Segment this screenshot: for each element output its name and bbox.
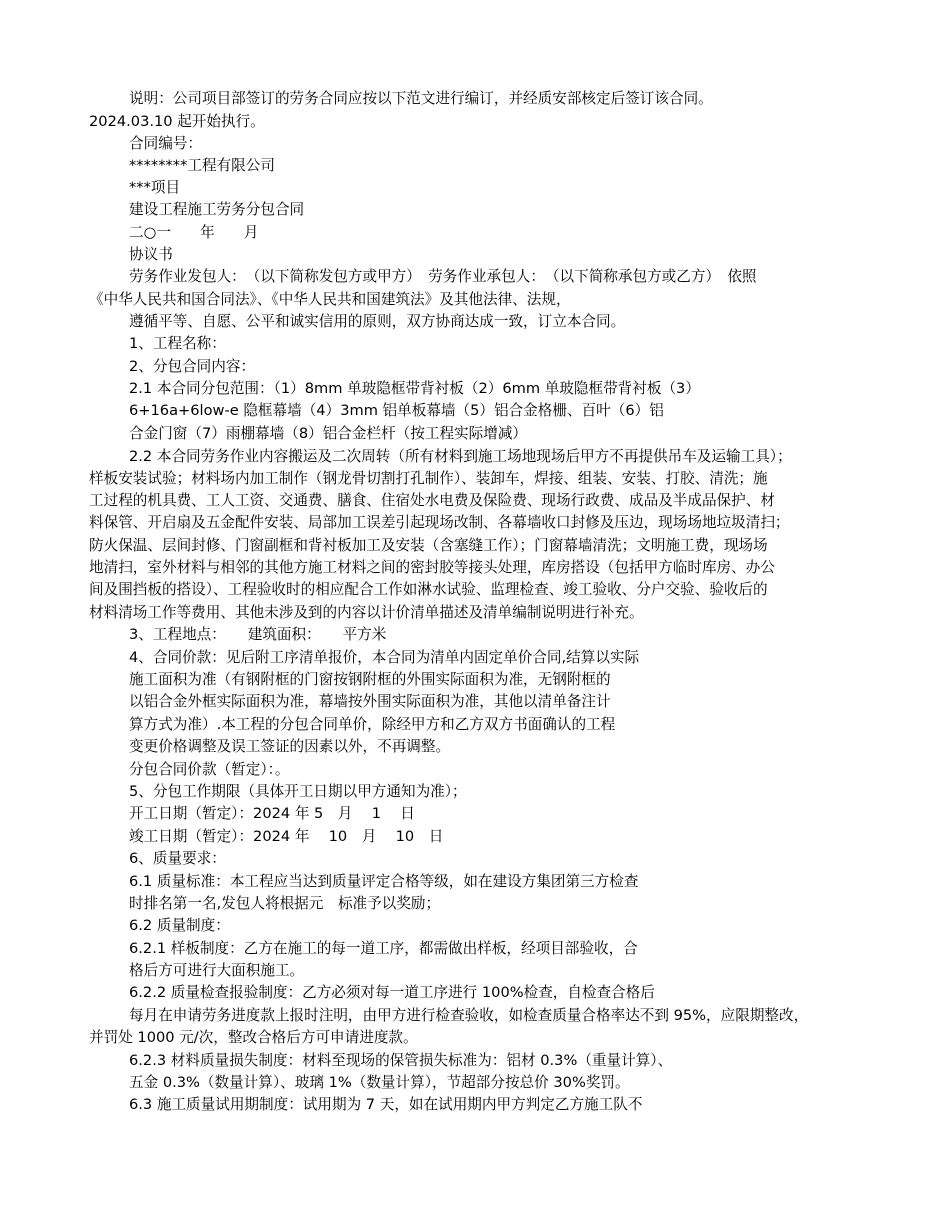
text-line: 五金 0.3%（数量计算）、玻璃 1%（数量计算），节超部分按总价 30%奖罚。 xyxy=(129,1074,630,1091)
text-line: 5、分包工作期限（具体开工日期以甲方通知为准）； xyxy=(129,783,467,800)
text-line: 每月在申请劳务进度款上报时注明，由甲方进行检查验收，如检查质量合格率达不到 95%，应限期整改， xyxy=(129,1007,809,1024)
text-line: 样板安装试验；材料场内加工制作（钢龙骨切割打孔制作）、装卸车，焊接、组装、安装、打胶、清洗；施 xyxy=(89,470,768,487)
text-line: 算方式为准）.本工程的分包合同单价，除经甲方和乙方双方书面确认的工程 xyxy=(129,716,616,733)
text-line: 施工面积为准（有钢附框的门窗按钢附框的外围实际面积为准，无钢附框的 xyxy=(129,671,611,688)
text-line: 分包合同价款（暂定）：。 xyxy=(129,761,290,778)
text-line: 并罚处 1000 元/次，整改合格后方可申请进度款。 xyxy=(89,1029,418,1046)
text-line: 《中华人民共和国合同法》、《中华人民共和国建筑法》及其他法律、法规， xyxy=(89,291,571,308)
text-line: 说明：公司项目部签订的劳务合同应按以下范文进行编订，并经质安部核定后签订该合同。 xyxy=(129,90,713,107)
text-line: 时排名第一名,发包人将根据元 标准予以奖励； xyxy=(129,895,441,912)
text-line: 4、合同价款：见后附工序清单报价，本合同为清单内固定单价合同,结算以实际 xyxy=(129,649,640,666)
text-line: 建设工程施工劳务分包合同 xyxy=(129,201,305,218)
text-line: 材料清场工作等费用、其他未涉及到的内容以计价清单描述及清单编制说明进行补充。 xyxy=(89,604,644,621)
text-line: ********工程有限公司 xyxy=(129,157,275,174)
text-line: 6.2 质量制度： xyxy=(129,917,230,934)
text-line: 2、分包合同内容： xyxy=(129,358,256,375)
text-line: 竣工日期（暂定）：2024 年 10 月 10 日 xyxy=(129,828,444,845)
text-line: 地清扫，室外材料与相邻的其他方施工材料之间的密封胶等接头处理，库房搭设（包括甲方临时库房、办公 xyxy=(89,559,775,576)
text-line: 2.1 本合同分包范围：（1）8mm 单玻隐框带背衬板（2）6mm 单玻隐框带背衬板（3） xyxy=(129,380,700,397)
text-line: 开工日期（暂定）：2024 年 5 月 1 日 xyxy=(129,805,415,822)
text-line: 6.3 施工质量试用期制度：试用期为 7 天，如在试用期内甲方判定乙方施工队不 xyxy=(129,1096,643,1113)
text-line: 2.2 本合同劳务作业内容搬运及二次周转（所有材料到施工场地现场后甲方不再提供吊车及运输工具）； xyxy=(129,448,792,465)
text-line: 1、工程名称： xyxy=(129,335,226,352)
text-line: 6、质量要求： xyxy=(129,850,226,867)
text-line: 变更价格调整及误工签证的因素以外，不再调整。 xyxy=(129,738,451,755)
text-line: 二○一 年 月 xyxy=(129,224,259,241)
text-line: 3、工程地点： 建筑面积： 平方米 xyxy=(129,626,387,643)
text-line: 协议书 xyxy=(129,246,173,263)
text-line: 防火保温、层间封修、门窗副框和背衬板加工及安装（含塞缝工作）；门窗幕墙清洗；文明施工费，现场场 xyxy=(89,537,768,554)
text-line: 合同编号： xyxy=(129,135,202,152)
text-line: 6.2.1 样板制度：乙方在施工的每一道工序，都需做出样板，经项目部验收，合 xyxy=(129,940,638,957)
text-line: 2024.03.10 起开始执行。 xyxy=(89,113,265,130)
text-line: 劳务作业发包人： （以下简称发包方或甲方） 劳务作业承包人： （以下简称承包方或乙方） 依照 xyxy=(129,268,757,285)
text-line: 遵循平等、自愿、公平和诚实信用的原则，双方协商达成一致，订立本合同。 xyxy=(129,313,626,330)
text-line: 格后方可进行大面积施工。 xyxy=(129,962,305,979)
text-line: 以铝合金外框实际面积为准，幕墙按外围实际面积为准，其他以清单备注计 xyxy=(129,693,611,710)
text-line: 6+16a+6low-e 隐框幕墙（4）3mm 铝单板幕墙（5）铝合金格栅、百叶（6）铝 xyxy=(129,402,664,419)
text-line: 6.1 质量标准：本工程应当达到质量评定合格等级，如在建设方集团第三方检查 xyxy=(129,873,639,890)
text-line: 6.2.3 材料质量损失制度：材料至现场的保管损失标准为：铝材 0.3%（重量计算）、 xyxy=(129,1052,673,1069)
text-line: 间及围挡板的搭设）、工程验收时的相应配合工作如淋水试验、监理检查、竣工验收、分户交验、验收后的 xyxy=(89,581,768,598)
text-line: ***项目 xyxy=(129,179,181,196)
text-line: 合金门窗（7）雨棚幕墙（8）铝合金栏杆（按工程实际增减） xyxy=(129,425,528,442)
text-line: 6.2.2 质量检查报验制度：乙方必须对每一道工序进行 100%检查，自检查合格后 xyxy=(129,984,655,1001)
text-line: 工过程的机具费、工人工资、交通费、膳食、住宿处水电费及保险费、现场行政费、成品及半成品保护、材 xyxy=(89,492,775,509)
text-line: 料保管、开启扇及五金配件安装、局部加工误差引起现场改制、各幕墙收口封修及压边，现场场地垃圾清扫； xyxy=(89,514,790,531)
